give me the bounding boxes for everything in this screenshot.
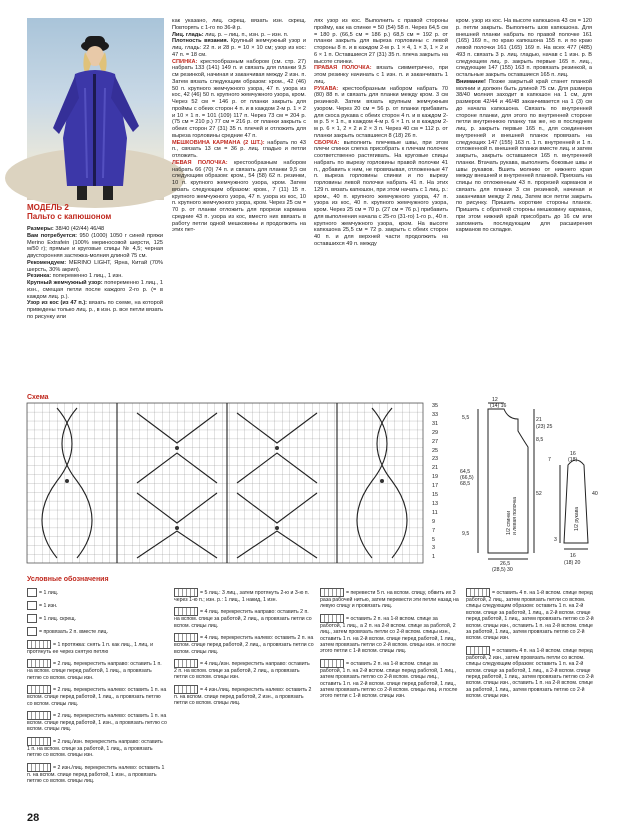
legend-text: = 2 изн./лиц. перекрестить налево: оставить 1 п. на вспом. спице перед работой, 1 изн., а провязать петлю со вспом. спицы лиц. [27, 764, 165, 785]
paragraph-label: ПРАВАЯ ПОЛОЧКА: [314, 65, 377, 72]
paragraph-label: Крупный жемчужный узор: [27, 280, 105, 286]
paragraph-label: РУКАВА: [314, 85, 343, 92]
chart-row-number: 19 [432, 474, 439, 481]
paragraph-label: МЕШКОВИНА КАРМАНА (2 ШТ.): [172, 139, 268, 146]
chart-symbol-icon [320, 614, 344, 623]
legend-text: = оставить 4 п. на 1-й вспом. спице перед работой, 2 лиц., затем провязать петли со вспом. спицы следующим образом: оставить 1 п. на 2-й вспом. спице за работой, 1 лиц., а 2-й вспом. спице перед работой, 1 лиц., затем провязать петлю со 2-й вспом. спицы изн., оставить 1 п. на 2-й вспом. спице за работой, 1 лиц., затем провязать петлю со 2-й вспом. спицы изн. [466, 589, 594, 642]
legend-column-4 [466, 588, 596, 704]
legend-text: = 4 изн./лиц. перекрестить налево: оставить 2 п. на вспом. спице перед работой, 2 изн., а провязать петли со вспом. спицы лиц. [174, 686, 312, 707]
paragraph-text: Позже закрытый край станет планкой молнии и должен быть длиной 75 см. Для размера 38/40 молния заходит в капюшон на 1 см, для размеров 42/44 и 46/48 заканчивается на 1 (3) см до начала капюшона. Связать по внутренней стороне планки, для этого по внутренней стороне петли внутреннюю планку так же, но в последнем лиц. р. закрыть первые 165 п., для соединения внутренней и внешней планок провязать на следующих 147 (155) 163 п. 1 п. внутренней и 1 п. отложенной п. внешней планки вместе лиц. и затем закрыть, закрыть оставшиеся 165 п. внутренней планки. Втачать рукава, выполнить боковые швы и швы рукавов. Вшить молнию от нижнего края между внешней и внутренней планкой. Приязать на спицы по отложенным 43 п. прорезей карманов и связать для планки 3 см резинкой, начиная и заканчивая между 2 лиц. Затем все петли закрыть по рисунку. Пришить короткие стороны планок. Пришить с обратной стороны мешковину кармана, при этом нижний край присобрать до 16 см или запомнить последующим для расширения карманов по складке. [456, 78, 592, 234]
pattern-schematic [458, 395, 608, 573]
col3-paragraph [314, 140, 448, 248]
intro-paragraph [27, 280, 163, 300]
legend-entry [320, 659, 460, 700]
legend-entry [320, 614, 460, 655]
chart-symbol-icon [27, 763, 51, 772]
paragraph-label: ЛЕВАЯ ПОЛОЧКА: [172, 159, 234, 166]
legend-entry [466, 646, 596, 700]
paragraph-text: MERINO LIGHT, Ярна, Китай (70% шерсть, 30% акрил). [27, 259, 163, 273]
legend-column-1 [27, 588, 167, 788]
dim-bottom-b: (28,5) 30 [492, 567, 513, 573]
dim-hem: 9,5 [462, 531, 470, 537]
body-piece-label: 1/2 спинкии левая полочка [506, 496, 518, 535]
legend-entry [27, 614, 167, 623]
legend-column-2 [174, 588, 314, 711]
legend-entry [174, 607, 314, 629]
intro-column [27, 226, 163, 321]
col3-paragraph [314, 18, 448, 65]
legend-entry [27, 659, 167, 681]
legend-text: = 2 лиц./изн. перекрестить направо: оставить 1 п. на вспом. спице за работой, 1 лиц., а провязать петлю со вспом. спицы изн. [27, 738, 163, 759]
chart-row-number: 21 [432, 465, 439, 472]
legend-entry [174, 659, 314, 681]
paragraph-text: вязать симметрично, при этом резинку начинать с 1 изн. п. и заканчивать 1 лиц. [314, 65, 449, 85]
col2-paragraph [172, 140, 306, 160]
paragraph-text: крестообразным набором набрать 66 (70) 74 п. и связать для планки 9,5 см следующим образом: кром., 54 (58) 62 п. резинки, 10 п. крупного жемчужного узора, кром. Затем вязать следующим образом: кром., 7 (11) 15 п. крупного жемчужного узора, 47 п. узора из кос, 10 п. крупного жемчужного узора, кром. Через 25 см = 70 р. от планки отложить для прорези кармана средние 43 п. узора из кос, вместо них ввязать в работу петли одной мешковины и продолжить на этих пет- [172, 159, 306, 234]
legend-entry [27, 640, 167, 655]
legend-text: = оставить 2 п. на 1-й вспом. спице за работой, 1 п. на 2-й вспом. спице перед работой, 1 лиц., затем провязать петлю со 2-й вспом. спицы лиц., оставить 1 п. на 2-й вспом. спице перед работой, 1 лиц., затем провязать петлю со 2-й вспом. спицы лиц. и после этого петли с 1-й вспом. спицы изн. [320, 660, 458, 700]
legend-entry [27, 627, 167, 636]
col2-paragraph [172, 18, 306, 32]
col4-paragraph [456, 79, 592, 234]
schema-label: Схема [27, 394, 49, 401]
col3-paragraph [314, 65, 448, 85]
dim-sleeve-length: 40 [592, 491, 598, 497]
paragraph-label: Резинка: [27, 273, 53, 280]
chart-symbol-icon [466, 646, 490, 655]
paragraph-text: Крупный жемчужный узор и лиц. гладь: 22 п. и 28 р. = 10 × 10 см; узор из кос: 47 п. = 18 см. [172, 38, 306, 58]
paragraph-label: Лиц. гладь: [172, 31, 206, 38]
chart-row-number: 35 [432, 403, 439, 409]
chart-row-number: 33 [432, 411, 439, 418]
chart-symbol-icon [27, 601, 37, 610]
legend-entry [174, 588, 314, 603]
instructions-column-2 [172, 18, 306, 234]
legend-entry [27, 763, 167, 785]
col2-paragraph [172, 59, 306, 140]
dim-small-7: 7 [548, 457, 551, 463]
col4-paragraph [456, 18, 592, 79]
legend-entry [27, 685, 167, 707]
chart-row-number: 23 [432, 456, 439, 463]
paragraph-label: Плотность вязания. [172, 38, 231, 45]
model-title: МОДЕЛЬ 2 [27, 203, 69, 212]
legend-text: = 4 лиц. перекрестить налево: оставить 2 п. на вспом. спице перед работой, 2 лиц., а провязать петли со вспом. спицы лиц. [174, 635, 314, 655]
chart-row-number: 11 [432, 509, 438, 516]
legend-text: = перевести 5 п. на вспом. спицу, обвить их 3 раза рабочей нитью, затем перевести эти петли назад на левую спицу и провязать лиц. [320, 589, 459, 610]
paragraph-label: Размеры: [27, 226, 56, 232]
dim-neck-depth: 8,5 [536, 437, 544, 443]
model-subtitle: Пальто с капюшоном [27, 212, 112, 221]
sleeve-piece-label: 1/2 рукава [574, 506, 580, 531]
legend-text: = 1 лиц. [39, 589, 59, 596]
legend-column-3 [320, 588, 460, 704]
legend-entry [27, 737, 167, 759]
dim-sleeve-top-a: 16 [570, 451, 576, 457]
col2-paragraph [172, 160, 306, 234]
stitch-chart [27, 403, 431, 563]
paragraph-text: вязать по схеме, на которой приведены только лиц. р., в изн. р. все петли вязать по рисунку или [27, 300, 163, 320]
chart-symbol-icon [174, 633, 198, 642]
chart-symbol-icon [27, 711, 51, 720]
legend-text: = оставить 2 п. на 1-й вспом. спице за работой, 1 лиц., а 2 п. на 2-й вспом. спице за работой, 2 лиц., затем провязать петли со 2-й вспом. спицы изн., оставить 1 п. на 2-й вспом. спице перед работой, 1 лиц., затем провязать петли со 2-й вспом. спицы изн. и после этого петли с 1-й вспом. спицы лиц. [320, 615, 457, 655]
paragraph-text: крестообразным набором набрать 70 (80) 88 п. и связать для планки между кром. 3 см резинкой. Затем вязать крупным жемчужным узором. Через 20 см = 56 р. от планки прибавить для скоса рукава с обеих сторон 4 п. и в каждом 2-м р. 5 × 1 п., в каждом 4-м р. 6 × 1 п. и в каждом 2-м р. 6 × 1, 2 × 2 и 2 × 3 п. Через 40 см = 112 р. от планки закрыть оставшиеся 8 (18) 26 п. [314, 85, 448, 139]
instructions-column-4 [456, 18, 592, 234]
intro-paragraph [27, 260, 163, 274]
page-number: 28 [27, 812, 40, 824]
chart-row-number: 17 [432, 483, 439, 490]
chart-symbol-icon [174, 659, 198, 668]
instructions-column-3 [314, 18, 448, 248]
chart-row-number: 27 [432, 438, 439, 445]
legend-text: = 2 лиц. перекрестить налево: оставить 1 п. на вспом. спице перед работой, 1 изн., а провязать петлю со вспом. спицы лиц. [27, 712, 167, 733]
legend-entry [174, 633, 314, 655]
dim-side-top: 5,5 [462, 415, 470, 421]
dim-sleeve-bottom-b: (18) 20 [564, 560, 581, 566]
chart-row-number: 7 [432, 527, 436, 534]
chart-symbol-icon [27, 640, 51, 649]
legend-text: = 4 лиц./изн. перекрестить направо: оставить 2 п. на вспом. спице за работой, 2 лиц., а провязать петли со вспом. спицы изн. [174, 660, 310, 681]
intro-paragraph [27, 273, 163, 280]
legend-entry [174, 685, 314, 707]
legend-text: = 2 лиц. перекрестить налево: оставить 1 п. на вспом. спице перед работой, 1 лиц., а провязать петлю со вспом. спицы лиц. [27, 687, 167, 707]
chart-symbol-icon [27, 627, 37, 636]
chart-symbol-icon [320, 588, 344, 597]
legend-entry [466, 588, 596, 642]
chart-symbol-icon [174, 588, 198, 597]
chart-symbol-icon [320, 659, 344, 668]
legend-text: = 5 лиц.: 3 лиц., затем протянуть 2-ю и 3-ю п. через 1-ю п.; изн. р.: 1 лиц., 1 накид, 1 изн. [174, 589, 310, 603]
dim-side-52: 52 [536, 491, 542, 497]
paragraph-text: кром. узор из кос. На высоте капюшона 43 см = 120 р. петли закрыть. Выполнить шов капюшона. Для внешней планки набрать по правой полочке 161 (165) 169 п., по краю капюшона 155 п. и по краю левой полочки 161 (165) 169 п. На всех 477 (485) 493 п. связать 3 р. лиц. гладью, начав с 1 изн. р. В следующем лиц. р. закрыть первые 165 п. лиц., следующие 147 (155) 163 п. провязать резинкой, а остальные закрыть оставшиеся 165 п. лиц. [456, 18, 592, 78]
paragraph-text: попеременно 1 лиц., 1 изн. [52, 273, 123, 280]
intro-paragraph [27, 300, 163, 320]
paragraph-label: Рекомендуем: [27, 259, 69, 266]
dim-sleeve-hem: 3 [554, 537, 557, 543]
chart-row-number: 3 [432, 545, 436, 552]
chart-symbol-icon [174, 685, 198, 694]
model-photo [27, 18, 164, 200]
paragraph-label: Вам потребуется: [27, 232, 80, 239]
chart-row-number: 25 [432, 447, 439, 454]
legend-text: = оставить 4 п. на 1-й вспом. спице перед работой, 2 изн., затем провязать петли со вспом. спицы следующим образом: оставить 1 п. на 2-й вспом. спице за работой, 1 лиц., а 2-й вспом. спице перед работой, 1 лиц., затем провязать петлю со 2-й вспом. спицы изн., оставить 1 п. на 2-й вспом. спице за работой, 1 лиц., затем провязать петлю со 2-й вспом. спицы изн. [466, 647, 594, 700]
paragraph-text: выполнить плечевые швы, при этом плечи спинки слегка присобрать к плечам полочек соответственно растягивать. На круговые спицы набрать по вырезу горловины правой полочки 41 п., добавить к ним, не провязывая, отложенные 47 п. выреза горловины спинки и по вырезу горловины левой полочки набрать 41 п. На этих 129 п. вязать капюшон, при этом начать с 1 лиц. р.: кром., 40 п. крупного жемчужного узора, 47 п. узора из кос, 40 п. крупного жемчужного узора, кром. Через 25 см = 70 р. (27 см = 76 р.) прибавить для выполнения начала с 25-го (31-го) 1-го р., 40 п. крупного жемчужного узора, кром. На высоте капюшона 25,5 см = 72 р. закрыть с обеих сторон 40 п. и для верхней части продолжить на оставшихся 49 п. между [314, 139, 448, 247]
dim-top-sub: (14) 16 [490, 403, 507, 409]
paragraph-text: лиц. р. – лиц. п., изн. р. – изн. п. [205, 31, 289, 38]
col2-paragraph [172, 38, 306, 58]
legend-title: Условные обозначения [27, 576, 109, 583]
chart-row-number: 31 [432, 420, 439, 427]
intro-paragraph [27, 226, 163, 233]
chart-row-number: 15 [432, 492, 439, 498]
chart-symbol-icon [27, 685, 51, 694]
paragraph-text: как указано, лиц. скрещ. вязать изн. скрещ. Повторять с 1-го по 36-й р. [172, 18, 306, 31]
legend-entry [320, 588, 460, 610]
chart-row-number: 5 [432, 536, 436, 543]
legend-text: = 1 лиц. скрещ. [39, 615, 76, 622]
legend-text: = 1 протяжка: снять 1 п. как лиц., 1 лиц. и протянуть ее через снятую петлю [27, 641, 154, 655]
paragraph-label: СБОРКА: [314, 139, 344, 146]
dim-sleeve-bottom-a: 16 [570, 553, 576, 559]
dim-right-a: 21 [536, 417, 542, 423]
paragraph-text: набрать по 43 п., связать 13 см = 36 р. лиц. гладью и петли отложить. [172, 139, 307, 159]
chart-row-number: 9 [432, 518, 436, 525]
legend-text: = 4 лиц. перекрестить направо: оставить 2 п. на вспом. спице за работой, 2 лиц., а провязать петли со вспом. спицы лиц. [174, 609, 312, 629]
chart-symbol-icon [27, 588, 37, 597]
paragraph-label: Узор из кос (из 47 п.): [27, 300, 89, 307]
chart-symbol-icon [466, 588, 490, 597]
legend-entry [27, 711, 167, 733]
chart-row-number: 29 [432, 429, 439, 436]
legend-entry [27, 588, 167, 597]
dim-top-width: 12 [492, 397, 498, 403]
chart-symbol-icon [27, 614, 37, 623]
legend-text: = провязать 2 п. вместе лиц. [39, 628, 108, 635]
paragraph-text: 950 (1000) 1050 г синей пряжи Merino Extrafein (100% мериносовой шерсти, 125 м/50 г); прямые и круговые спицы № 4,5; черная двусторонняя застежка-молния длиной 75 см. [27, 232, 163, 259]
paragraph-text: крестообразным набором (см. стр. 27) набрать 133 (141) 149 п. и связать для планки 9,5 см резинкой, начиная и заканчивая между 2 изн. п. Затем вязать следующим образом: кром., 42 (46) 50 п. крупного жемчужного узора, 47 п. узора из кос, 42 (46) 50 п. крупного жемчужного узора, кром. Через 52 см = 146 р. от планки закрыть для проймы с обеих сторон 4 п. и в каждом 2-м р. 1 × 2 и 10 × 1 п. = 101 (109) 117 п. Через 73 см = 204 р. (75 см = 210 р.) 77 см = 216 р. от планки закрыть с обеих сторон 27 (31) 35 п. плечей и отложить для выреза горловины средние 47 п. [172, 58, 306, 139]
legend-text: = 1 изн. [39, 602, 58, 609]
dim-right-b: (23) 25 [536, 424, 553, 430]
chart-symbol-icon [27, 737, 51, 746]
dim-sleeve-top-b: (18) [568, 457, 578, 463]
chart-row-number: 13 [432, 500, 439, 507]
paragraph-text: 38/40 (42/44) 46/48 [55, 226, 105, 232]
chart-row-number: 1 [432, 554, 436, 561]
paragraph-label: СПИНКА: [172, 58, 201, 65]
paragraph-text: попеременно 1 лиц., 1 изн., смещая петли после каждого 2-го р. (= в каждом лиц. р.). [27, 280, 163, 300]
col3-paragraph [314, 86, 448, 140]
paragraph-text: лях узор из кос. Выполнить с правой стороны пройму, как на спинке = 50 (54) 58 п. Через 64,5 см = 180 р. (66,5 см = 186 р.) 68,5 см = 192 р. от планки закрыть для выреза горловины с левой стороны 8 п. и в каждом 2-м р. 1 × 4, 1 × 3, 1 × 2 и 6 × 1 п. Оставшиеся 27 (31) 35 п. плеча закрыть на высоте спинки. [314, 18, 448, 65]
intro-paragraph [27, 233, 163, 260]
model-heading [27, 203, 163, 221]
paragraph-label: Внимание! [456, 78, 489, 85]
dim-total-height: 64,5 (66,5) 68,5 [460, 469, 474, 487]
legend-entry [27, 601, 167, 610]
legend-text: = 2 лиц. перекрестить направо: оставить 1 п. на вспом. спице перед работой, 1 лиц., а провязать петлю со вспом. спицы изн. [27, 661, 162, 681]
chart-row-numbers [432, 403, 448, 563]
dim-bottom-a: 26,5 [500, 561, 511, 567]
